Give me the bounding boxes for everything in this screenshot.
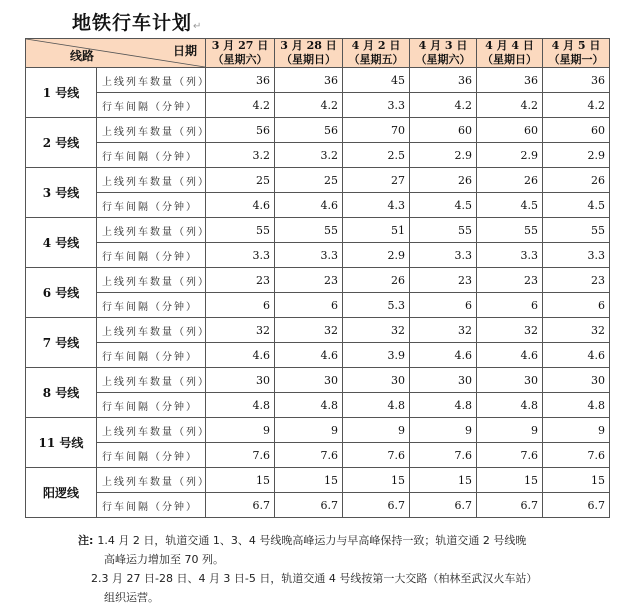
train-count-cell: 56 bbox=[275, 118, 343, 143]
line-name-cell bbox=[26, 168, 97, 218]
table-row bbox=[26, 143, 610, 168]
metric-label-trains: 上线列车数量（列） bbox=[97, 168, 206, 193]
interval-cell: 4.6 bbox=[275, 343, 343, 368]
table-row bbox=[26, 493, 610, 518]
interval-cell: 4.8 bbox=[206, 393, 275, 418]
paragraph-mark-icon: ↵ bbox=[193, 21, 203, 32]
metric-label-trains: 上线列车数量（列） bbox=[97, 418, 206, 443]
interval-cell: 6 bbox=[543, 293, 610, 318]
interval-cell: 3.3 bbox=[343, 93, 410, 118]
interval-cell: 6.7 bbox=[410, 493, 477, 518]
interval-cell: 3.3 bbox=[477, 243, 543, 268]
train-count-cell: 32 bbox=[410, 318, 477, 343]
interval-cell: 7.6 bbox=[206, 443, 275, 468]
train-count-cell: 60 bbox=[477, 118, 543, 143]
train-count-cell: 36 bbox=[206, 68, 275, 93]
interval-cell: 4.3 bbox=[343, 193, 410, 218]
train-count-cell: 56 bbox=[206, 118, 275, 143]
train-count-cell: 25 bbox=[275, 168, 343, 193]
interval-cell: 2.9 bbox=[343, 243, 410, 268]
table-row bbox=[26, 318, 610, 343]
table-row bbox=[26, 443, 610, 468]
line-name: 4 号线 bbox=[42, 236, 80, 250]
header-row bbox=[26, 39, 610, 68]
note-1-line-1 bbox=[78, 531, 618, 550]
interval-cell: 4.6 bbox=[477, 343, 543, 368]
interval-cell: 4.6 bbox=[206, 193, 275, 218]
line-name: 8 号线 bbox=[42, 386, 80, 400]
interval-cell: 7.6 bbox=[343, 443, 410, 468]
note-1-line-2 bbox=[78, 550, 618, 569]
weekday-label: （星期日） bbox=[482, 53, 537, 66]
notes-label: 注: bbox=[78, 534, 94, 547]
metric-label-interval: 行车间隔（分钟） bbox=[97, 293, 206, 318]
train-count-cell: 30 bbox=[410, 368, 477, 393]
interval-cell: 4.2 bbox=[477, 93, 543, 118]
interval-cell: 4.8 bbox=[543, 393, 610, 418]
weekday-label: （星期五） bbox=[348, 53, 404, 66]
line-name: 1 号线 bbox=[42, 86, 80, 100]
table-row bbox=[26, 293, 610, 318]
line-name: 7 号线 bbox=[42, 336, 80, 350]
interval-cell: 6.7 bbox=[275, 493, 343, 518]
date-label: 4 月 5 日 bbox=[551, 39, 601, 52]
metric-label-trains: 上线列车数量（列） bbox=[97, 118, 206, 143]
date-header bbox=[410, 39, 477, 68]
page-title bbox=[72, 8, 202, 35]
train-count-cell: 55 bbox=[275, 218, 343, 243]
interval-cell: 4.2 bbox=[410, 93, 477, 118]
interval-cell: 4.6 bbox=[543, 343, 610, 368]
metric-label-trains: 上线列车数量（列） bbox=[97, 468, 206, 493]
interval-cell: 3.3 bbox=[543, 243, 610, 268]
train-count-cell: 26 bbox=[410, 168, 477, 193]
notes-section bbox=[78, 531, 618, 607]
metric-label-trains: 上线列车数量（列） bbox=[97, 268, 206, 293]
interval-cell: 3.3 bbox=[275, 243, 343, 268]
interval-cell: 4.8 bbox=[477, 393, 543, 418]
train-count-cell: 30 bbox=[343, 368, 410, 393]
interval-cell: 4.5 bbox=[410, 193, 477, 218]
interval-cell: 4.2 bbox=[275, 93, 343, 118]
corner-line-label: 线路 bbox=[70, 49, 95, 63]
train-count-cell: 9 bbox=[206, 418, 275, 443]
interval-cell: 6 bbox=[206, 293, 275, 318]
note-1-continued: 高峰运力增加至 70 列。 bbox=[104, 553, 224, 566]
interval-cell: 2.9 bbox=[477, 143, 543, 168]
table-row bbox=[26, 368, 610, 393]
interval-cell: 2.9 bbox=[410, 143, 477, 168]
train-count-cell: 15 bbox=[343, 468, 410, 493]
table-row bbox=[26, 343, 610, 368]
train-count-cell: 9 bbox=[543, 418, 610, 443]
train-count-cell: 9 bbox=[275, 418, 343, 443]
train-count-cell: 36 bbox=[275, 68, 343, 93]
interval-cell: 7.6 bbox=[543, 443, 610, 468]
date-label: 4 月 3 日 bbox=[418, 39, 468, 52]
train-count-cell: 45 bbox=[343, 68, 410, 93]
table-row bbox=[26, 468, 610, 493]
line-name-cell bbox=[26, 68, 97, 118]
interval-cell: 4.6 bbox=[410, 343, 477, 368]
train-count-cell: 9 bbox=[343, 418, 410, 443]
interval-cell: 4.5 bbox=[477, 193, 543, 218]
date-label: 4 月 4 日 bbox=[485, 39, 534, 52]
interval-cell: 5.3 bbox=[343, 293, 410, 318]
interval-cell: 3.3 bbox=[206, 243, 275, 268]
metric-label-interval: 行车间隔（分钟） bbox=[97, 343, 206, 368]
interval-cell: 4.8 bbox=[410, 393, 477, 418]
date-header bbox=[206, 39, 275, 68]
interval-cell: 3.2 bbox=[275, 143, 343, 168]
interval-cell: 7.6 bbox=[477, 443, 543, 468]
train-count-cell: 32 bbox=[275, 318, 343, 343]
train-count-cell: 23 bbox=[477, 268, 543, 293]
metric-label-interval: 行车间隔（分钟） bbox=[97, 243, 206, 268]
weekday-label: （星期六） bbox=[415, 53, 471, 66]
train-count-cell: 25 bbox=[206, 168, 275, 193]
train-count-cell: 55 bbox=[206, 218, 275, 243]
train-count-cell: 51 bbox=[343, 218, 410, 243]
train-count-cell: 15 bbox=[206, 468, 275, 493]
table-row bbox=[26, 218, 610, 243]
interval-cell: 2.5 bbox=[343, 143, 410, 168]
note-1-text: 1.4 月 2 日，轨道交通 1、3、4 号线晚高峰运力与早高峰保持一致；轨道交通 2 号线晚 bbox=[97, 534, 527, 547]
interval-cell: 6 bbox=[275, 293, 343, 318]
interval-cell: 4.6 bbox=[206, 343, 275, 368]
table-row bbox=[26, 268, 610, 293]
interval-cell: 7.6 bbox=[410, 443, 477, 468]
corner-header bbox=[26, 39, 206, 68]
metric-label-interval: 行车间隔（分钟） bbox=[97, 443, 206, 468]
interval-cell: 3.2 bbox=[206, 143, 275, 168]
note-2-continued: 组织运营。 bbox=[104, 591, 159, 604]
table-row bbox=[26, 193, 610, 218]
date-header bbox=[543, 39, 610, 68]
line-name: 阳逻线 bbox=[42, 486, 79, 500]
table-row bbox=[26, 168, 610, 193]
train-schedule-table bbox=[25, 38, 610, 518]
interval-cell: 7.6 bbox=[275, 443, 343, 468]
interval-cell: 4.6 bbox=[275, 193, 343, 218]
metric-label-trains: 上线列车数量（列） bbox=[97, 318, 206, 343]
interval-cell: 3.3 bbox=[410, 243, 477, 268]
weekday-label: （星期六） bbox=[212, 53, 268, 66]
train-count-cell: 32 bbox=[543, 318, 610, 343]
train-count-cell: 23 bbox=[275, 268, 343, 293]
date-header bbox=[477, 39, 543, 68]
line-name: 11 号线 bbox=[38, 436, 84, 450]
note-2-line-2 bbox=[78, 588, 618, 607]
train-count-cell: 30 bbox=[206, 368, 275, 393]
train-count-cell: 15 bbox=[543, 468, 610, 493]
train-count-cell: 32 bbox=[477, 318, 543, 343]
table-row bbox=[26, 243, 610, 268]
metric-label-trains: 上线列车数量（列） bbox=[97, 218, 206, 243]
line-name-cell bbox=[26, 368, 97, 418]
interval-cell: 6.7 bbox=[477, 493, 543, 518]
interval-cell: 3.9 bbox=[343, 343, 410, 368]
interval-cell: 4.5 bbox=[543, 193, 610, 218]
interval-cell: 4.2 bbox=[206, 93, 275, 118]
train-count-cell: 27 bbox=[343, 168, 410, 193]
interval-cell: 4.2 bbox=[543, 93, 610, 118]
line-name-cell bbox=[26, 218, 97, 268]
train-count-cell: 36 bbox=[543, 68, 610, 93]
train-count-cell: 26 bbox=[543, 168, 610, 193]
note-2-line-1 bbox=[78, 569, 618, 588]
table-row bbox=[26, 68, 610, 93]
line-name: 2 号线 bbox=[42, 136, 80, 150]
train-count-cell: 26 bbox=[343, 268, 410, 293]
train-count-cell: 55 bbox=[543, 218, 610, 243]
train-count-cell: 15 bbox=[477, 468, 543, 493]
train-count-cell: 32 bbox=[206, 318, 275, 343]
table-row bbox=[26, 118, 610, 143]
corner-date-label: 日期 bbox=[172, 44, 197, 58]
interval-cell: 6 bbox=[477, 293, 543, 318]
date-header bbox=[275, 39, 343, 68]
table-body bbox=[26, 68, 610, 518]
metric-label-interval: 行车间隔（分钟） bbox=[97, 193, 206, 218]
metric-label-trains: 上线列车数量（列） bbox=[97, 368, 206, 393]
interval-cell: 6 bbox=[410, 293, 477, 318]
metric-label-trains: 上线列车数量（列） bbox=[97, 68, 206, 93]
date-header bbox=[343, 39, 410, 68]
train-count-cell: 30 bbox=[275, 368, 343, 393]
table-row bbox=[26, 393, 610, 418]
weekday-label: （星期一） bbox=[548, 53, 604, 66]
interval-cell: 6.7 bbox=[206, 493, 275, 518]
line-name: 6 号线 bbox=[42, 286, 80, 300]
table-row bbox=[26, 418, 610, 443]
line-name: 3 号线 bbox=[42, 186, 80, 200]
line-name-cell bbox=[26, 268, 97, 318]
interval-cell: 4.8 bbox=[343, 393, 410, 418]
metric-label-interval: 行车间隔（分钟） bbox=[97, 393, 206, 418]
weekday-label: （星期日） bbox=[281, 53, 336, 66]
line-name-cell bbox=[26, 318, 97, 368]
interval-cell: 4.8 bbox=[275, 393, 343, 418]
train-count-cell: 55 bbox=[410, 218, 477, 243]
train-count-cell: 70 bbox=[343, 118, 410, 143]
train-count-cell: 23 bbox=[543, 268, 610, 293]
train-count-cell: 36 bbox=[410, 68, 477, 93]
date-label: 3 月 28 日 bbox=[280, 39, 337, 52]
train-count-cell: 36 bbox=[477, 68, 543, 93]
train-count-cell: 30 bbox=[477, 368, 543, 393]
train-count-cell: 26 bbox=[477, 168, 543, 193]
train-count-cell: 15 bbox=[275, 468, 343, 493]
metric-label-interval: 行车间隔（分钟） bbox=[97, 93, 206, 118]
line-name-cell bbox=[26, 418, 97, 468]
note-2-text: 2.3 月 27 日-28 日、4 月 3 日-5 日，轨道交通 4 号线按第一大交路（柏林至武汉火车站） bbox=[91, 572, 538, 585]
train-count-cell: 23 bbox=[410, 268, 477, 293]
train-count-cell: 60 bbox=[543, 118, 610, 143]
train-count-cell: 9 bbox=[410, 418, 477, 443]
date-label: 4 月 2 日 bbox=[351, 39, 401, 52]
train-count-cell: 60 bbox=[410, 118, 477, 143]
line-name-cell bbox=[26, 118, 97, 168]
interval-cell: 2.9 bbox=[543, 143, 610, 168]
page-title-text: 地铁行车计划 bbox=[72, 12, 193, 34]
train-count-cell: 32 bbox=[343, 318, 410, 343]
metric-label-interval: 行车间隔（分钟） bbox=[97, 143, 206, 168]
train-count-cell: 9 bbox=[477, 418, 543, 443]
date-label: 3 月 27 日 bbox=[211, 39, 269, 52]
line-name-cell bbox=[26, 468, 97, 518]
metric-label-interval: 行车间隔（分钟） bbox=[97, 493, 206, 518]
train-count-cell: 23 bbox=[206, 268, 275, 293]
table-row bbox=[26, 93, 610, 118]
interval-cell: 6.7 bbox=[543, 493, 610, 518]
train-count-cell: 15 bbox=[410, 468, 477, 493]
train-count-cell: 55 bbox=[477, 218, 543, 243]
train-count-cell: 30 bbox=[543, 368, 610, 393]
interval-cell: 6.7 bbox=[343, 493, 410, 518]
